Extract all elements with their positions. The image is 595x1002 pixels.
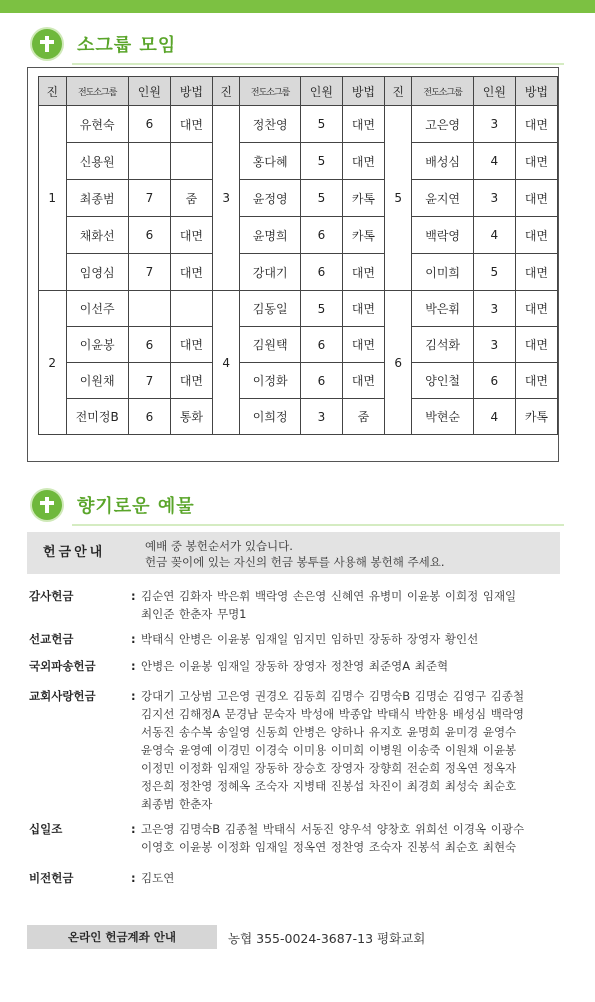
church-cross-icon <box>32 490 62 520</box>
group-method: 통화 <box>170 399 212 435</box>
group-count: 6 <box>300 327 342 363</box>
group-count: 3 <box>473 327 515 363</box>
offering-notice-label: 헌금안내 <box>43 545 106 560</box>
colon: : <box>131 689 136 703</box>
church-cross-icon <box>32 29 62 59</box>
group-count: 6 <box>300 217 342 254</box>
colon: : <box>131 822 136 836</box>
section-divider <box>72 63 564 65</box>
donor-line: 김순연 김화자 박은휘 백락영 손은영 신혜연 유병미 이윤봉 이희정 임재일 <box>141 589 517 603</box>
header-method: 방법 <box>515 77 557 106</box>
colon: : <box>131 632 136 646</box>
group-method: 대면 <box>515 180 557 217</box>
group-name: 정찬영 <box>240 106 300 143</box>
donor-names <box>141 869 561 887</box>
table-row <box>39 180 558 217</box>
group-method: 줌 <box>170 180 212 217</box>
group-count: 5 <box>473 254 515 291</box>
notice-line: 예배 중 봉헌순서가 있습니다. <box>145 539 293 553</box>
group-count <box>128 291 170 327</box>
colon: : <box>131 659 136 673</box>
donor-line: 강대기 고상범 고은영 권경오 김동희 김명수 김명숙B 김명순 김영구 김종철 <box>141 689 525 703</box>
section-title: 소그룹 모임 <box>77 35 177 56</box>
donor-line: 최종범 한춘자 <box>141 797 213 811</box>
header-count: 인원 <box>128 77 170 106</box>
table-row <box>39 143 558 180</box>
group-count: 6 <box>128 327 170 363</box>
top-accent-bar <box>0 0 595 13</box>
group-count: 5 <box>300 106 342 143</box>
header-method: 방법 <box>170 77 212 106</box>
donor-line: 안병은 이윤봉 임재일 장동하 장영자 정찬영 최준영A 최준혁 <box>141 659 449 673</box>
group-name: 전미정B <box>66 399 128 435</box>
group-name: 박은휘 <box>412 291 473 327</box>
jin-label: 1 <box>39 106 67 291</box>
group-method: 대면 <box>515 254 557 291</box>
table-row <box>39 106 558 143</box>
table-row <box>39 399 558 435</box>
account-value: 농협 355-0024-3687-13 평화교회 <box>228 931 426 946</box>
donor-names <box>141 820 561 856</box>
donor-line: 이정민 이정화 임재일 장동하 장승호 장영자 장향희 전순희 정옥연 정옥자 <box>141 761 517 775</box>
group-name: 이선주 <box>66 291 128 327</box>
group-count: 3 <box>473 106 515 143</box>
group-name: 김동일 <box>240 291 300 327</box>
donor-label: 국외파송헌금 <box>29 659 96 673</box>
header-group: 전도소그룹 <box>412 77 473 106</box>
group-count <box>128 143 170 180</box>
group-name: 강대기 <box>240 254 300 291</box>
group-name: 윤명희 <box>240 217 300 254</box>
header-count: 인원 <box>300 77 342 106</box>
section-divider <box>72 524 564 526</box>
group-method: 대면 <box>170 106 212 143</box>
colon: : <box>131 589 136 603</box>
donor-label: 선교헌금 <box>29 632 74 646</box>
donor-label: 감사헌금 <box>29 589 74 603</box>
group-name: 고은영 <box>412 106 473 143</box>
group-name: 최종범 <box>66 180 128 217</box>
offering-notice-text <box>145 538 445 570</box>
group-method: 대면 <box>342 291 384 327</box>
group-count: 4 <box>473 143 515 180</box>
group-name: 박현순 <box>412 399 473 435</box>
donor-names <box>141 630 561 648</box>
group-method: 대면 <box>515 327 557 363</box>
group-name: 윤지연 <box>412 180 473 217</box>
group-name: 김원택 <box>240 327 300 363</box>
group-count: 6 <box>128 399 170 435</box>
group-name: 채화선 <box>66 217 128 254</box>
account-label: 온라인 헌금계좌 안내 <box>27 925 217 949</box>
group-name: 이원채 <box>66 363 128 399</box>
donor-line: 김지선 김해정A 문경남 문숙자 박성애 박종압 박태식 박한용 배성심 백락영 <box>141 707 525 721</box>
table-header-row <box>39 77 558 106</box>
group-method <box>170 291 212 327</box>
donor-label: 비전헌금 <box>29 871 74 885</box>
header-group: 전도소그룹 <box>66 77 128 106</box>
donor-names <box>141 657 561 675</box>
small-group-table-box <box>27 67 559 462</box>
notice-line: 헌금 꽂이에 있는 자신의 헌금 봉투를 사용해 봉헌해 주세요. <box>145 555 445 569</box>
header-jin: 진 <box>212 77 240 106</box>
donor-line: 최인준 한춘자 무명1 <box>141 607 247 621</box>
group-name: 윤정영 <box>240 180 300 217</box>
group-count: 5 <box>300 180 342 217</box>
donor-names <box>141 587 561 623</box>
jin-label: 4 <box>212 291 240 435</box>
group-count: 5 <box>300 291 342 327</box>
group-count: 6 <box>128 106 170 143</box>
donor-label: 십일조 <box>29 822 63 836</box>
offering-notice <box>27 532 560 574</box>
donor-line: 김도연 <box>141 871 175 885</box>
group-name: 김석화 <box>412 327 473 363</box>
group-method: 대면 <box>170 363 212 399</box>
group-name: 신용원 <box>66 143 128 180</box>
group-count: 5 <box>300 143 342 180</box>
group-method: 대면 <box>515 106 557 143</box>
donor-line: 윤영숙 윤영예 이경민 이경숙 이미용 이미희 이병원 이송죽 이원채 이윤봉 <box>141 743 517 757</box>
header-method: 방법 <box>342 77 384 106</box>
group-method: 카톡 <box>342 217 384 254</box>
header-jin: 진 <box>39 77 67 106</box>
table-row <box>39 254 558 291</box>
donor-line: 고은영 김명숙B 김종철 박태식 서동진 양우석 양창호 위희선 이경옥 이광수 <box>141 822 525 836</box>
offering-section-header <box>32 490 564 522</box>
group-name: 이윤봉 <box>66 327 128 363</box>
table-row <box>39 363 558 399</box>
group-method: 대면 <box>170 254 212 291</box>
small-group-table <box>38 76 558 435</box>
donor-label: 교회사랑헌금 <box>29 689 96 703</box>
donor-line: 서동진 송수복 송일영 신동희 안병은 양하나 유지호 윤명희 윤미경 윤영수 <box>141 725 517 739</box>
group-method: 대면 <box>342 143 384 180</box>
small-group-section-header <box>32 29 564 61</box>
donor-line: 정은희 정찬영 정혜옥 조숙자 지병태 진봉섭 차진이 최경희 최성숙 최순호 <box>141 779 517 793</box>
group-method: 줌 <box>342 399 384 435</box>
group-method: 대면 <box>515 217 557 254</box>
group-count: 4 <box>473 399 515 435</box>
table-row <box>39 291 558 327</box>
group-name: 양인철 <box>412 363 473 399</box>
header-group: 전도소그룹 <box>240 77 300 106</box>
group-name: 홍다혜 <box>240 143 300 180</box>
group-method: 대면 <box>515 363 557 399</box>
group-count: 6 <box>300 363 342 399</box>
group-count: 7 <box>128 254 170 291</box>
group-name: 임영심 <box>66 254 128 291</box>
group-method: 카톡 <box>515 399 557 435</box>
donor-line: 박태식 안병은 이윤봉 임재일 임지민 임하민 장동하 장영자 황인선 <box>141 632 479 646</box>
header-count: 인원 <box>473 77 515 106</box>
group-name: 유현숙 <box>66 106 128 143</box>
group-count: 4 <box>473 217 515 254</box>
group-count: 7 <box>128 363 170 399</box>
group-count: 7 <box>128 180 170 217</box>
group-name: 백락영 <box>412 217 473 254</box>
group-count: 6 <box>300 254 342 291</box>
jin-label: 5 <box>384 106 412 291</box>
group-count: 6 <box>128 217 170 254</box>
group-name: 이미희 <box>412 254 473 291</box>
group-method: 대면 <box>342 106 384 143</box>
group-method: 카톡 <box>342 180 384 217</box>
group-name: 배성심 <box>412 143 473 180</box>
donor-names <box>141 687 561 813</box>
donor-line: 이영호 이윤봉 이정화 임재일 정옥연 정찬영 조숙자 진봉석 최순호 최현숙 <box>141 840 517 854</box>
group-method: 대면 <box>342 254 384 291</box>
group-method: 대면 <box>342 327 384 363</box>
jin-label: 3 <box>212 106 240 291</box>
group-count: 3 <box>473 180 515 217</box>
group-count: 3 <box>300 399 342 435</box>
section-title: 향기로운 예물 <box>77 496 195 517</box>
group-name: 이정화 <box>240 363 300 399</box>
group-method: 대면 <box>342 363 384 399</box>
group-method: 대면 <box>170 217 212 254</box>
header-jin: 진 <box>384 77 412 106</box>
group-method: 대면 <box>170 327 212 363</box>
jin-label: 2 <box>39 291 67 435</box>
group-method <box>170 143 212 180</box>
table-row <box>39 217 558 254</box>
group-count: 6 <box>473 363 515 399</box>
group-method: 대면 <box>515 143 557 180</box>
group-name: 이희정 <box>240 399 300 435</box>
colon: : <box>131 871 136 885</box>
table-row <box>39 327 558 363</box>
group-count: 3 <box>473 291 515 327</box>
jin-label: 6 <box>384 291 412 435</box>
group-method: 대면 <box>515 291 557 327</box>
